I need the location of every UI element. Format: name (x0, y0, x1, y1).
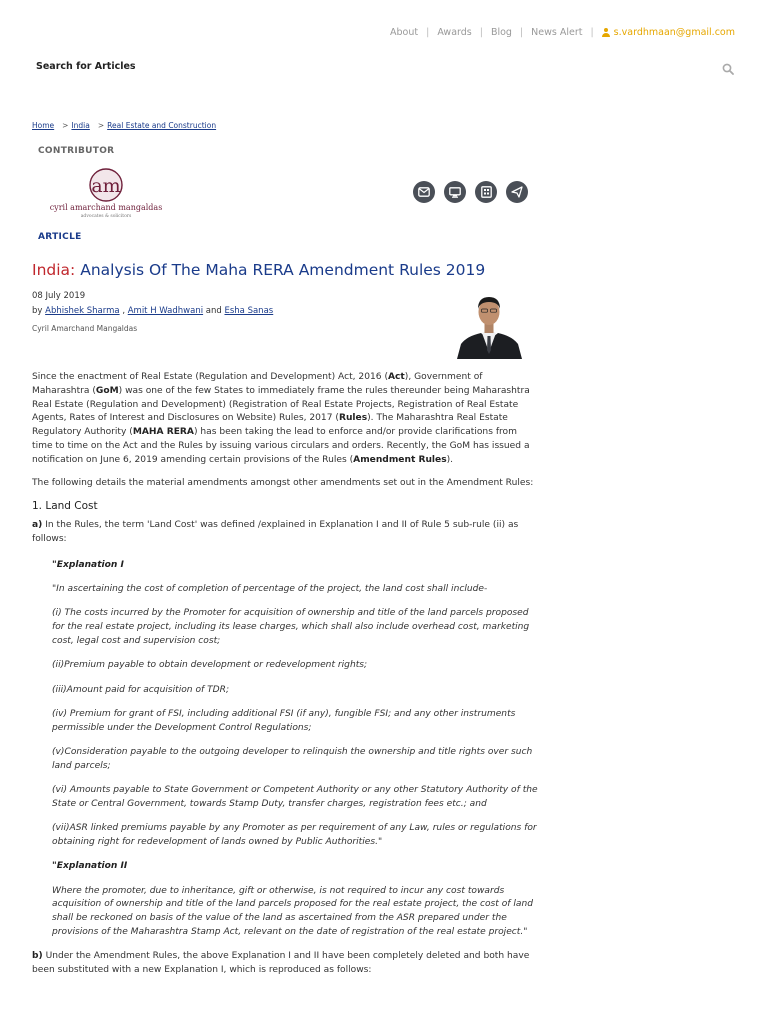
quote-item: (vii)ASR linked premiums payable by any Promoter as per requirement of any Law, rules or regulations for obtaining right for redevelopment of lands owned by Public Authorities." (52, 823, 537, 847)
quote-item: (vi) Amounts payable to State Government or Competent Authority or any other Statutory Authority of the State or Central Government, towards Stamp Duty, transfer charges, registration fees etc.; and (52, 785, 538, 809)
top-nav (390, 27, 735, 38)
logo-monogram-icon (40, 166, 172, 206)
nav-awards-link[interactable]: Awards (437, 27, 472, 38)
user-email: s.vardhmaan@gmail.com (613, 27, 735, 38)
nav-separator: | (426, 27, 430, 38)
quote-item: (i) The costs incurred by the Promoter for acquisition of ownership and title of the land parcels proposed for the real estate project, including its lease charges, which shall also include overhead cost, marketing cost, legal cost and supervision cost; (52, 608, 530, 646)
quote-heading: "Explanation I (52, 559, 124, 570)
search-label: Search for Articles (36, 60, 136, 72)
body-paragraph: The following details the material amendments amongst other amendments set out in the Amendment Rules: (32, 477, 534, 488)
nav-separator: | (519, 27, 524, 38)
share-icon[interactable] (506, 181, 528, 203)
breadcrumb-separator: > (62, 121, 69, 130)
search-bar (36, 58, 732, 74)
quote-item: (iii)Amount paid for acquisition of TDR; (52, 684, 230, 695)
body-paragraph: a) In the Rules, the term 'Land Cost' was defined /explained in Explanation I and II of Rule 5 sub-rule (ii) as follows: (32, 520, 519, 544)
nav-news-alert-link[interactable]: News Alert (531, 27, 583, 38)
article-label: ARTICLE (38, 232, 82, 242)
author-link[interactable]: Amit H Wadhwani (127, 306, 204, 316)
logo-tagline: advocates & solicitors (80, 214, 132, 219)
by-label: by (32, 306, 43, 316)
contributor-label: CONTRIBUTOR (38, 146, 115, 156)
nav-about-link[interactable]: About (390, 27, 419, 38)
search-icon[interactable] (722, 60, 734, 72)
author-link[interactable]: Esha Sanas (224, 306, 274, 316)
title-country[interactable]: India (32, 261, 71, 279)
quote-heading: "Explanation II (52, 861, 128, 872)
logo-name: cyril amarchand mangaldas (49, 203, 163, 212)
breadcrumb (32, 121, 216, 130)
page-title (32, 261, 485, 279)
user-email-link[interactable] (602, 27, 735, 38)
quote-item: (iv) Premium for grant of FSI, including additional FSI (if any), fungible FSI; and any other instruments permissible under the Development Control Regulations; (52, 708, 516, 733)
title-text: Analysis Of The Maha RERA Amendment Rules 2019 (80, 261, 486, 279)
quote-paragraph: "In ascertaining the cost of completion of percentage of the project, the land cost shall include- (52, 584, 488, 595)
block-quote (52, 559, 540, 940)
breadcrumb-real-estate[interactable]: Real Estate and Construction (107, 121, 217, 130)
author-separator: , (122, 306, 126, 316)
section-heading: 1. Land Cost (32, 500, 98, 513)
nav-blog-link[interactable]: Blog (490, 27, 512, 38)
author-link[interactable]: Abhishek Sharma (45, 306, 120, 316)
breadcrumb-india[interactable]: India (71, 121, 90, 130)
article-date: 08 July 2019 (32, 291, 86, 301)
quote-paragraph: Where the promoter, due to inheritance, gift or otherwise, is not required to incur any cost towards acquisition of ownership and title of the land parcels proposed for the real estate project, the cost of land shall be reckoned on basis of the value of the land as ascertained from the ASR prepared under the provisions of the Maharashtra Stamp Act, relevant on the date of registration of the real estate project." (52, 885, 534, 937)
user-icon (602, 28, 611, 37)
email-icon[interactable] (413, 181, 435, 203)
breadcrumb-home[interactable]: Home (32, 121, 55, 130)
author-photo (455, 292, 524, 359)
svg-text:am: am (91, 175, 121, 197)
nav-separator: | (590, 27, 594, 38)
firm-logo[interactable] (40, 166, 172, 224)
share-toolbar (413, 181, 528, 203)
body-paragraph: b) Under the Amendment Rules, the above Explanation I and II have been completely deleted and both have been substituted with a new Explanation I, which is reproduced as follows: (32, 951, 530, 975)
search-input[interactable] (36, 58, 732, 74)
nav-separator: | (479, 27, 483, 38)
quote-item: (ii)Premium payable to obtain development or redevelopment rights; (52, 660, 368, 671)
quote-item: (v)Consideration payable to the outgoing developer to relinquish the ownership and title rights over such land parcels; (52, 746, 533, 771)
firm-name: Cyril Amarchand Mangaldas (32, 324, 138, 333)
author-separator: and (205, 306, 222, 316)
pdf-icon[interactable] (475, 181, 497, 203)
article-authors (32, 306, 273, 316)
body-paragraph: Since the enactment of Real Estate (Regulation and Development) Act, 2016 (Act), Government of Maharashtra (GoM) was one of the few States to immediately frame the rules thereunder being Maharashtra Real Estate (Regulation and Development) (Registration of Real Estate Projects, Registration of Real Estate Agents, Rates of Interest and Disclosures on Website) Rules, 2017 (Rules). The Maharashtra Real Estate Regulatory Authority (MAHA RERA) has been taking the lead to enforce and/or provide clarifications from time to time on the Act and the Rules by issuing various circulars and orders. Recently, the GoM has issued a notification on June 6, 2019 amending certain provisions of the Rules (Amendment Rules). (32, 372, 530, 465)
article-body (32, 371, 540, 987)
title-country-separator: : (70, 261, 76, 279)
print-icon[interactable] (444, 181, 466, 203)
breadcrumb-separator: > (97, 121, 105, 130)
